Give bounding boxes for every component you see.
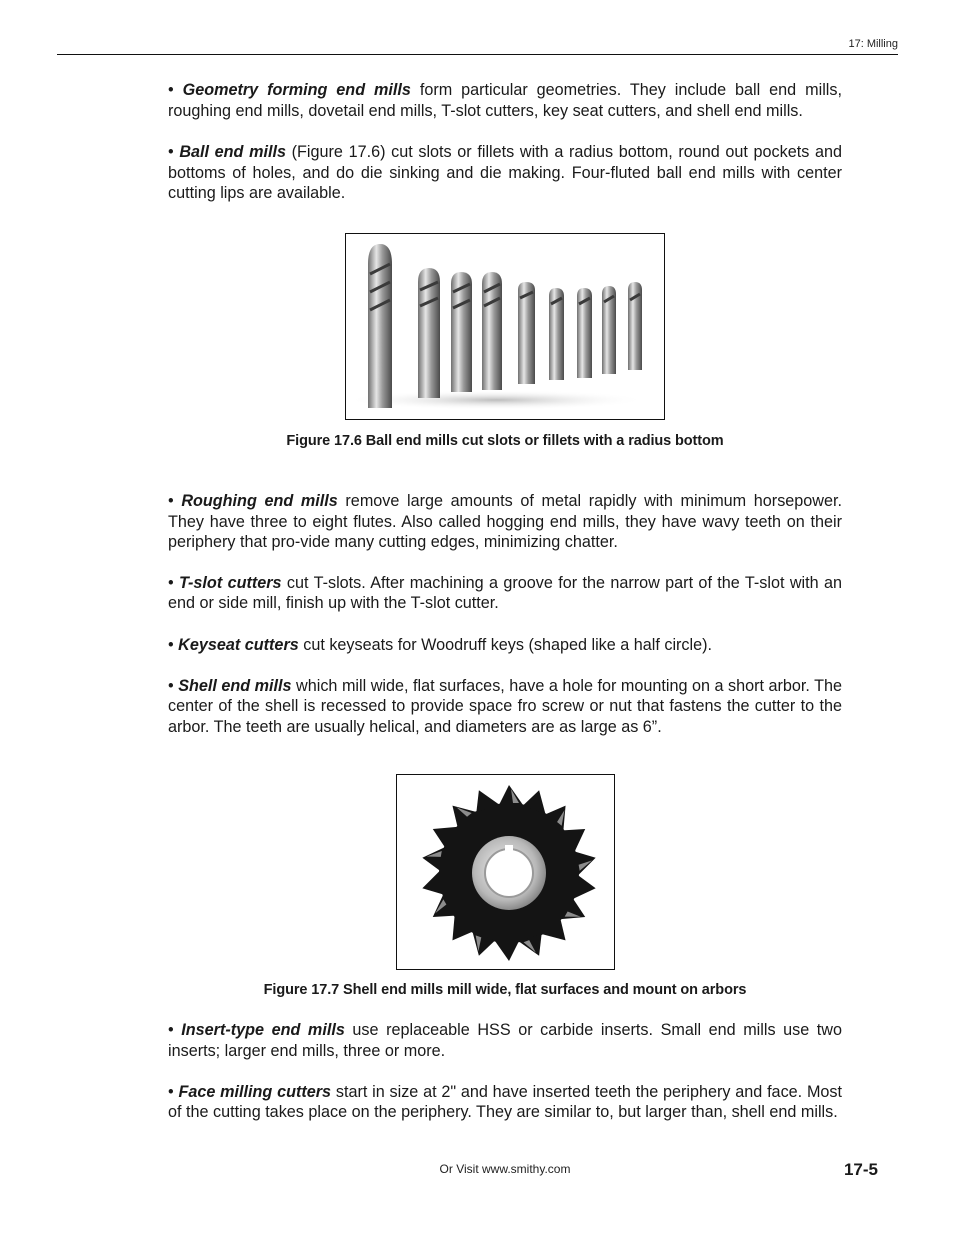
header-rule: [57, 54, 898, 55]
term-keyseat-cutters: Keyseat cutters: [178, 635, 299, 654]
text-roughing-end-mills: remove large amounts of metal rapidly with minimum horsepower. They have three to eight flutes. Also called hogging end mills, they have wavy teeth on their periphery that pro-vide many cutting edges, minimizing chatter.: [168, 491, 842, 552]
term-roughing-end-mills: Roughing end mills: [181, 491, 338, 510]
figure-17-6-caption: Figure 17.6 Ball end mills cut slots or fillets with a radius bottom: [286, 432, 724, 449]
end-mill-4: [482, 272, 502, 390]
paragraph-ball-end-mills: [168, 142, 842, 204]
text-face-milling-cutters: start in size at 2" and have inserted teeth the periphery and face. Most of the cutting takes place on the periphery. They are similar to, but larger than, shell end mills.: [168, 1082, 843, 1122]
end-mill-9: [628, 282, 642, 370]
text-ball-end-mills: (Figure 17.6) cut slots or fillets with a radius bottom, round out pockets and bottoms of holes, and do die sinking and die making. Four-fluted ball end mills with center cutting lips are available.: [168, 143, 842, 203]
bullet-mark: •: [168, 1021, 174, 1040]
term-tslot-cutters: T-slot cutters: [179, 573, 282, 592]
page-number: 17-5: [843, 1160, 878, 1179]
bullet-mark: •: [168, 635, 174, 654]
bullet-mark: •: [168, 491, 174, 510]
paragraph-shell-end-mills: [168, 676, 842, 738]
end-mill-1: [368, 244, 392, 408]
term-geometry-forming: Geometry forming end mills: [182, 81, 411, 99]
paragraph-tslot-cutters: [168, 573, 842, 614]
end-mill-2: [418, 268, 440, 398]
end-mill-5: [518, 282, 535, 384]
paragraph-insert-type-end-mills: [168, 1020, 842, 1061]
arbor-hole: [485, 849, 533, 897]
term-face-milling-cutters: Face milling cutters: [178, 1082, 332, 1101]
ball-end-mills-icon: [346, 234, 664, 419]
page-content: [168, 80, 842, 1123]
text-geometry-forming: form particular geometries. They include ball end mills, roughing end mills, dovetail end mills, T-slot cutters, key seat cutters, and shell end mills.: [168, 81, 842, 120]
end-mill-3: [451, 272, 472, 392]
figure-17-7-image: [396, 774, 615, 970]
bullet-mark: •: [168, 81, 174, 99]
figure-17-6-image: [345, 233, 665, 420]
text-insert-type-end-mills: use replaceable HSS or carbide inserts. Small end mills use two inserts; larger end mills, three or more.: [168, 1021, 843, 1060]
bullet-mark: •: [168, 143, 174, 162]
bullet-mark: •: [168, 1082, 174, 1101]
term-shell-end-mills: Shell end mills: [178, 676, 292, 695]
header-section-label: 17: Milling: [848, 38, 898, 50]
paragraph-face-milling-cutters: [168, 1082, 842, 1123]
bullet-mark: •: [168, 573, 174, 592]
end-mill-6: [549, 288, 564, 380]
term-insert-type-end-mills: Insert-type end mills: [181, 1021, 345, 1040]
shell-end-mill-icon: [397, 775, 614, 969]
bullet-mark: •: [168, 676, 174, 695]
text-tslot-cutters: cut T-slots. After machining a groove for the narrow part of the T-slot with an end or side mill, finish up with the T-slot cutter.: [168, 573, 842, 613]
paragraph-roughing-end-mills: [168, 491, 842, 553]
text-shell-end-mills: which mill wide, flat surfaces, have a hole for mounting on a short arbor. The center of the shell is recessed to provide space fro screw or nut that fastens the cutter to the arbor. The teeth are usually helical, and diameters are as large as 6”.: [168, 676, 842, 736]
term-ball-end-mills: Ball end mills: [179, 143, 286, 162]
figure-17-7-caption: Figure 17.7 Shell end mills mill wide, flat surfaces and mount on arbors: [263, 982, 747, 999]
end-mill-8: [602, 286, 616, 374]
keyway: [505, 845, 513, 851]
paragraph-geometry-forming: [168, 80, 842, 121]
end-mill-7: [577, 288, 592, 378]
paragraph-keyseat-cutters: [168, 635, 842, 656]
text-keyseat-cutters: cut keyseats for Woodruff keys (shaped like a half circle).: [298, 635, 713, 654]
footer-note: Or Visit www.smithy.com: [439, 1162, 571, 1176]
